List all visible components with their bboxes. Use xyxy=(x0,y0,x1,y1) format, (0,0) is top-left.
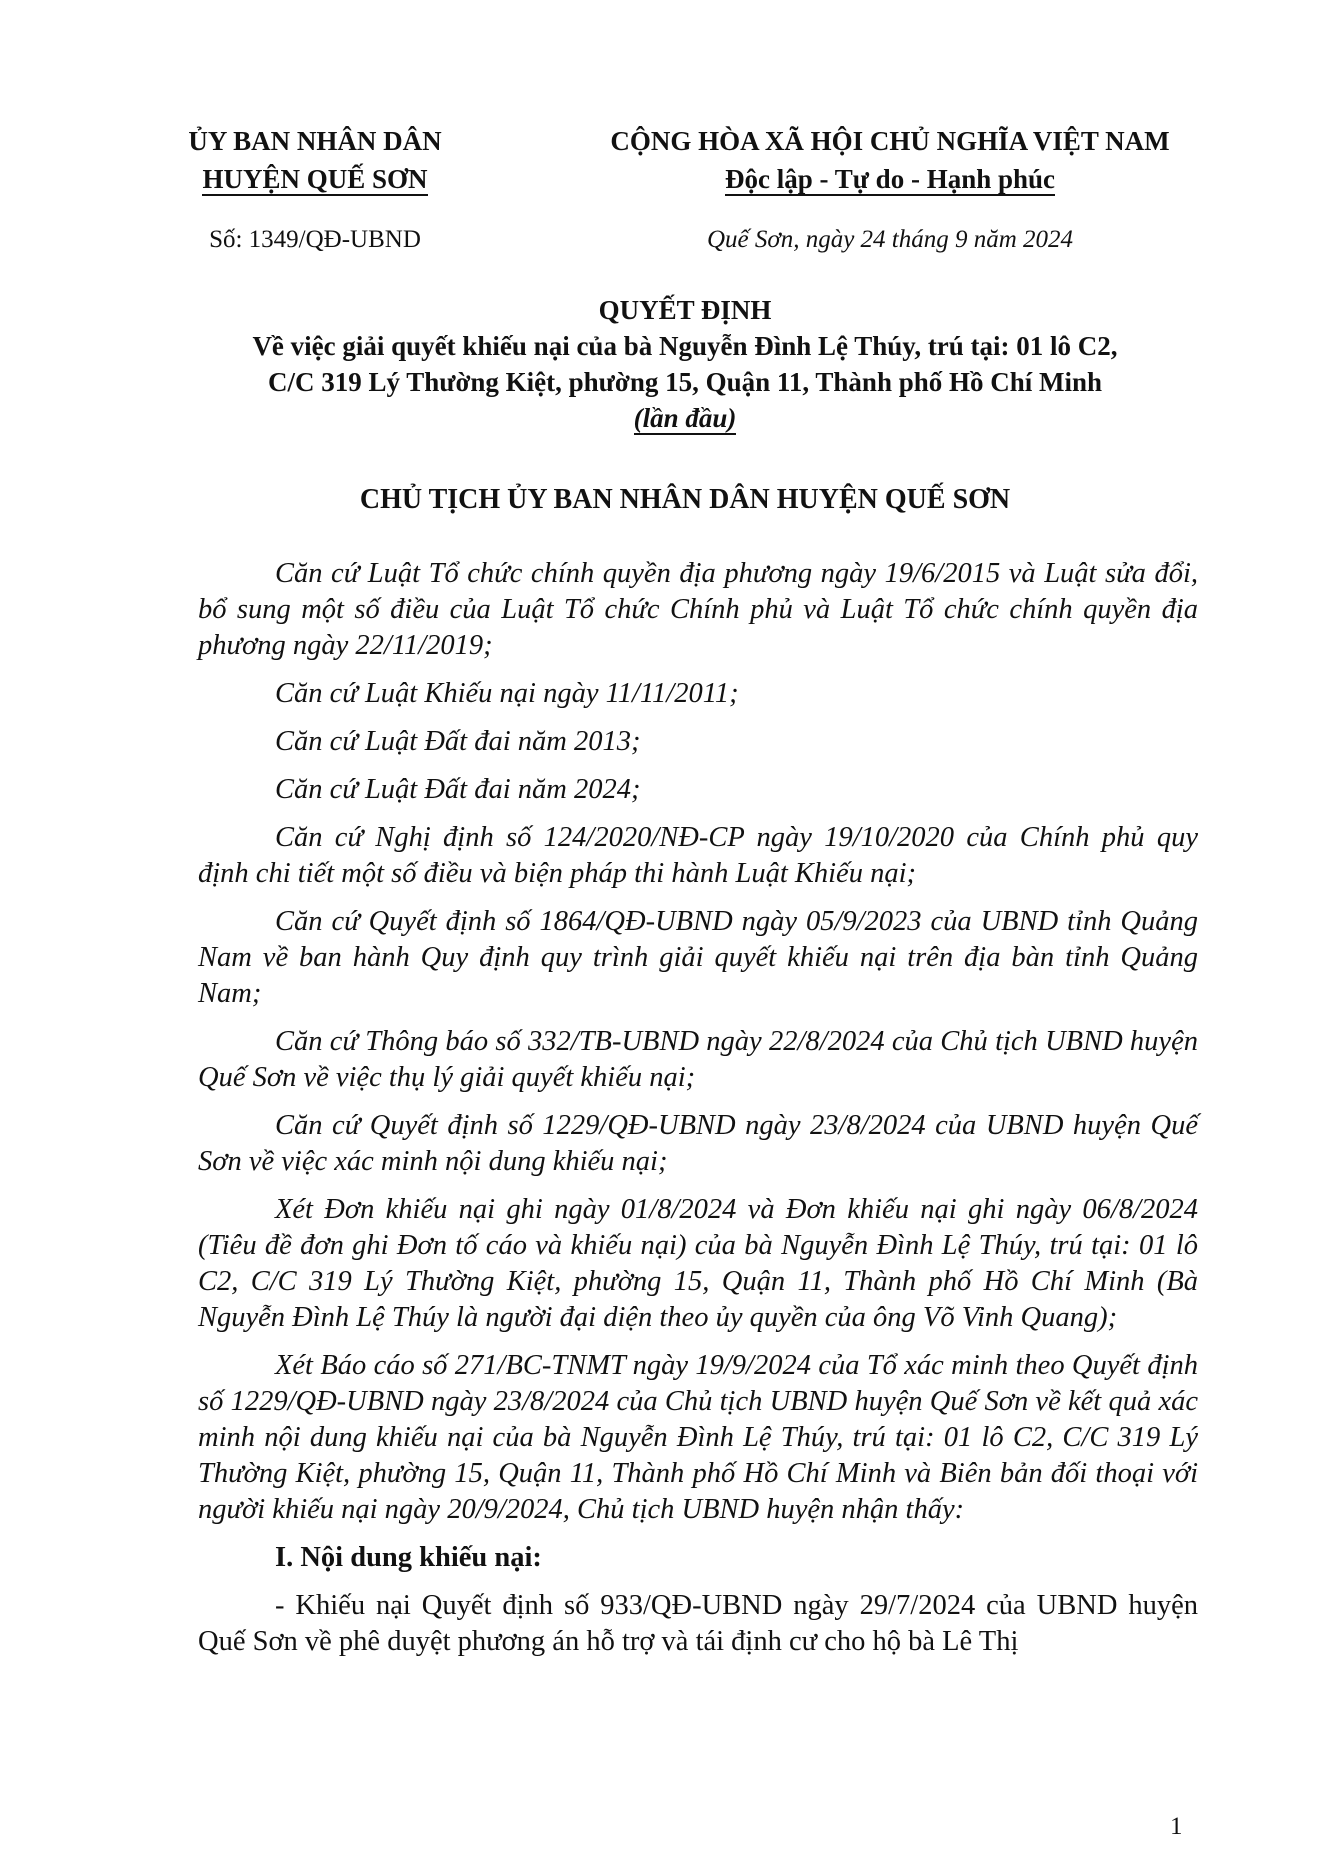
legal-basis: Xét Đơn khiếu nại ghi ngày 01/8/2024 và Đơn khiếu nại ghi ngày 06/8/2024 (Tiêu đề đơn ghi Đơn tố cáo và khiếu nại) của bà Nguyễn Đình Lệ Thúy, trú tại: 01 lô C2, C/C 319 Lý Thường Kiệt, phường 15, Quận 11, Thành phố Hồ Chí Minh (Bà Nguyễn Đình Lệ Thúy là người đại diện theo ủy quyền của ông Võ Vinh Quang); xyxy=(198,1194,1198,1333)
legal-basis: Căn cứ Quyết định số 1229/QĐ-UBND ngày 23/8/2024 của UBND huyện Quế Sơn về việc xác minh nội dung khiếu nại; xyxy=(198,1110,1198,1177)
legal-basis: Căn cứ Luật Đất đai năm 2024; xyxy=(275,774,641,805)
decision-title-block xyxy=(150,292,1220,436)
subject-line-1: Về việc giải quyết khiếu nại của bà Nguyễn Đình Lệ Thúy, trú tại: 01 lô C2, xyxy=(252,331,1118,361)
national-motto: Độc lập - Tự do - Hạnh phúc xyxy=(724,164,1056,194)
issuing-authority-block xyxy=(150,122,480,198)
legal-basis: Căn cứ Quyết định số 1864/QĐ-UBND ngày 05/9/2023 của UBND tỉnh Quảng Nam về ban hành Quy định quy trình giải quyết khiếu nại trên địa bàn tỉnh Quảng Nam; xyxy=(198,906,1198,1009)
section-heading: I. Nội dung khiếu nại: xyxy=(275,1542,542,1573)
document-body xyxy=(198,556,1198,1660)
legal-basis: Căn cứ Luật Tổ chức chính quyền địa phương ngày 19/6/2015 và Luật sửa đổi, bổ sung một số điều của Luật Tổ chức Chính phủ và Luật Tổ chức chính quyền địa phương ngày 22/11/2019; xyxy=(198,558,1198,661)
org-name-line2: HUYỆN QUẾ SƠN xyxy=(202,164,428,194)
national-header-block xyxy=(560,122,1220,198)
page-number: 1 xyxy=(1170,1813,1183,1840)
first-time-note: (lần đầu) xyxy=(633,403,737,433)
legal-basis: Căn cứ Nghị định số 124/2020/NĐ-CP ngày 19/10/2020 của Chính phủ quy định chi tiết một số điều và biện pháp thi hành Luật Khiếu nại; xyxy=(198,822,1198,889)
org-name-line1: ỦY BAN NHÂN DÂN xyxy=(188,126,442,156)
subject-line-2: C/C 319 Lý Thường Kiệt, phường 15, Quận 11, Thành phố Hồ Chí Minh xyxy=(267,367,1103,397)
place-and-date: Quế Sơn, ngày 24 tháng 9 năm 2024 xyxy=(706,226,1074,253)
legal-basis: Căn cứ Thông báo số 332/TB-UBND ngày 22/8/2024 của Chủ tịch UBND huyện Quế Sơn về việc thụ lý giải quyết khiếu nại; xyxy=(198,1026,1198,1093)
legal-basis: Xét Báo cáo số 271/BC-TNMT ngày 19/9/2024 của Tổ xác minh theo Quyết định số 1229/QĐ-UBND ngày 23/8/2024 của Chủ tịch UBND huyện Quế Sơn về kết quả xác minh nội dung khiếu nại của bà Nguyễn Đình Lệ Thúy, trú tại: 01 lô C2, C/C 319 Lý Thường Kiệt, phường 15, Quận 11, Thành phố Hồ Chí Minh và Biên bản đối thoại với người khiếu nại ngày 20/9/2024, Chủ tịch UBND huyện nhận thấy: xyxy=(198,1350,1198,1525)
complaint-content: - Khiếu nại Quyết định số 933/QĐ-UBND ngày 29/7/2024 của UBND huyện Quế Sơn về phê duyệt phương án hỗ trợ và tái định cư cho hộ bà Lê Thị xyxy=(198,1590,1198,1657)
deciding-authority: CHỦ TỊCH ỦY BAN NHÂN DÂN HUYỆN QUẾ SƠN xyxy=(359,484,1011,515)
document-number: Số: 1349/QĐ-UBND xyxy=(209,226,421,253)
document-type: QUYẾT ĐỊNH xyxy=(598,295,772,325)
nation-name: CỘNG HÒA XÃ HỘI CHỦ NGHĨA VIỆT NAM xyxy=(610,126,1170,156)
legal-basis: Căn cứ Luật Đất đai năm 2013; xyxy=(275,726,641,757)
legal-basis: Căn cứ Luật Khiếu nại ngày 11/11/2011; xyxy=(275,678,739,709)
